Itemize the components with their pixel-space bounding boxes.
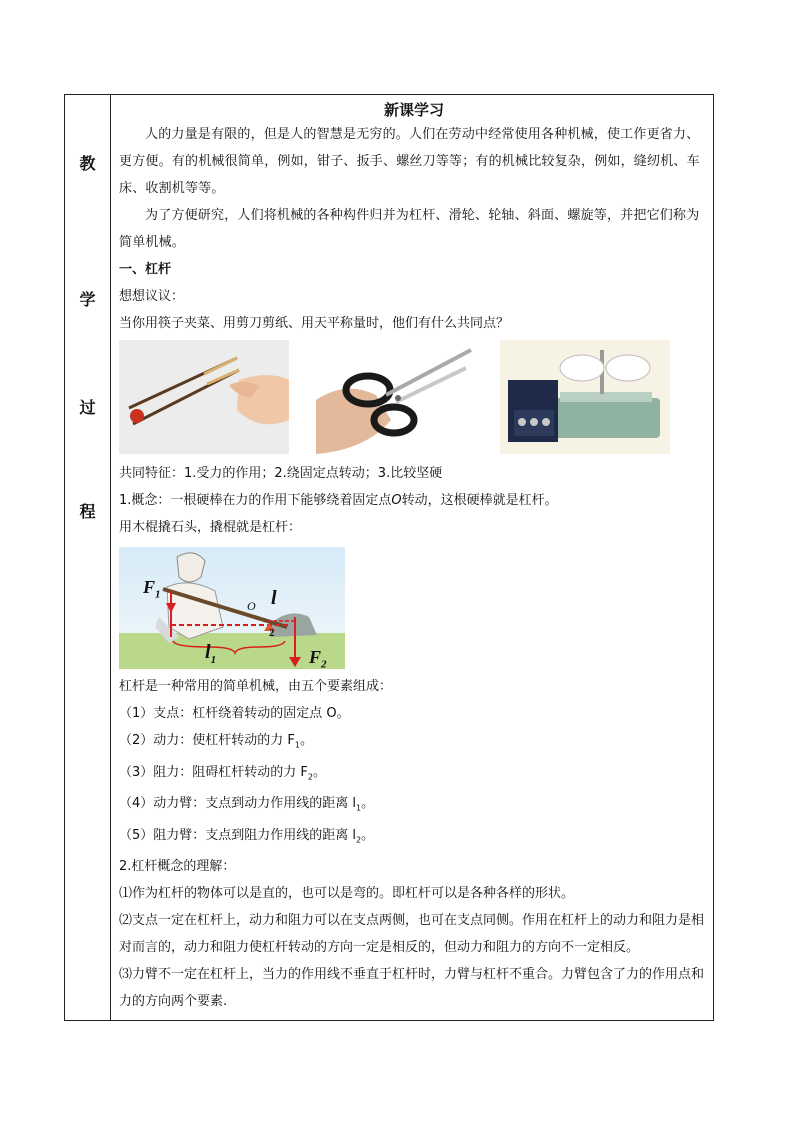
understanding-3: ⑶力臂不一定在杠杆上，当力的作用线不垂直于杠杆时，力臂与杠杆不重合。力臂包含了力的作用点和力的方向两个要素. — [119, 967, 705, 1010]
concept-text: 1.概念：一根硬棒在力的作用下能够绕着固定点 — [119, 493, 392, 508]
process-column — [65, 95, 111, 1020]
label-f1-sub: 1 — [155, 588, 161, 601]
question-text: 当你用筷子夹菜、用剪刀剪纸、用天平称量时，他们有什么共同点？ — [119, 316, 510, 331]
elements-intro: 杠杆是一种常用的简单机械，由五个要素组成： — [119, 679, 393, 694]
balance-scale-image — [500, 340, 670, 454]
lever-diagram — [119, 547, 345, 669]
intro-paragraph-1: 人的力量是有限的，但是人的智慧是无穷的。人们在劳动中经常使用各种机械，使工作更省力、更方便。有的机械很简单，例如，钳子、扳手、螺丝刀等等；有的机械比较复杂，例如，缝纫机、车床、收割机等等。 — [119, 127, 700, 196]
common-features: 共同特征：1.受力的作用；2.绕固定点转动；3.比较坚硬 — [119, 466, 443, 481]
page-title: 新课学习 — [383, 101, 444, 119]
element-item-5 — [119, 822, 709, 854]
lesson-table — [64, 94, 714, 1021]
label-l1 — [205, 641, 216, 666]
element-item-3-tail: 。 — [312, 764, 326, 780]
label-jiao: 教 — [79, 154, 96, 173]
label-guo: 过 — [79, 398, 96, 417]
element-item-2-sub: 1 — [294, 740, 300, 750]
element-item-1 — [119, 700, 709, 727]
label-f1 — [143, 577, 161, 601]
label-l1-main: l — [205, 641, 211, 663]
label-2: 2 — [269, 627, 275, 639]
label-f2 — [309, 647, 327, 669]
element-item-5-sub: 2 — [356, 835, 362, 845]
label-f1-main: F — [143, 577, 156, 597]
element-item-2 — [119, 727, 709, 759]
element-item-2-text: （2）动力：使杠杆转动的力 F — [119, 733, 295, 748]
element-item-4-sub: 1 — [356, 803, 362, 813]
concept-tail: 转动，这根硬棒就是杠杆。 — [401, 493, 558, 508]
element-item-5-text: （5）阻力臂：支点到阻力作用线的距离 l — [119, 827, 357, 843]
element-item-3-text: （3）阻力：阻碍杠杆转动的力 F — [119, 764, 308, 780]
element-item-4-text: （4）动力臂：支点到动力作用线的距离 l — [119, 796, 357, 812]
label-o: O — [247, 599, 256, 613]
think-label: 想想议议： — [119, 289, 185, 304]
label-l1-sub: 1 — [210, 654, 217, 666]
concept-point-o: O — [391, 493, 402, 508]
understanding-heading: 2.杠杆概念的理解： — [119, 859, 236, 875]
pry-example: 用木棍撬石头，撬棍就是杠杆： — [119, 520, 302, 535]
element-item-4 — [119, 790, 709, 822]
element-item-5-tail: 。 — [361, 827, 375, 843]
understanding-1: ⑴作为杠杆的物体可以是直的，也可以是弯的。即杠杆可以是各种各样的形状。 — [119, 886, 575, 902]
label-f2-main: F — [309, 647, 322, 667]
chopsticks-image — [119, 340, 289, 454]
element-item-4-tail: 。 — [361, 796, 375, 812]
element-item-1-text: （1）支点：杠杆绕着转动的固定点 O。 — [119, 706, 350, 721]
label-f2-sub: 2 — [321, 658, 327, 669]
lever-concept — [119, 487, 709, 514]
example-images — [119, 340, 709, 458]
understanding-2: ⑵支点一定在杠杆上，动力和阻力可以在支点两侧，也可在支点同侧。作用在杠杆上的动力和阻力是相对而言的，动力和阻力使杠杆转动的方向一定是相反的，但动力和阻力的方向不一定相反。 — [119, 913, 705, 956]
intro-paragraph-2: 为了方便研究，人们将机械的各种构件归并为杠杆、滑轮、轮轴、斜面、螺旋等，并把它们称为简单机械。 — [119, 208, 700, 250]
section-heading-lever: 一、杠杆 — [119, 262, 172, 277]
element-item-3 — [119, 759, 709, 791]
scissors-image — [316, 340, 478, 454]
label-l: l — [271, 587, 277, 609]
element-item-2-tail: 。 — [299, 733, 313, 748]
lesson-content — [119, 95, 709, 1015]
label-xue: 学 — [79, 290, 96, 309]
element-item-3-sub: 2 — [307, 772, 313, 782]
label-cheng: 程 — [79, 502, 96, 521]
